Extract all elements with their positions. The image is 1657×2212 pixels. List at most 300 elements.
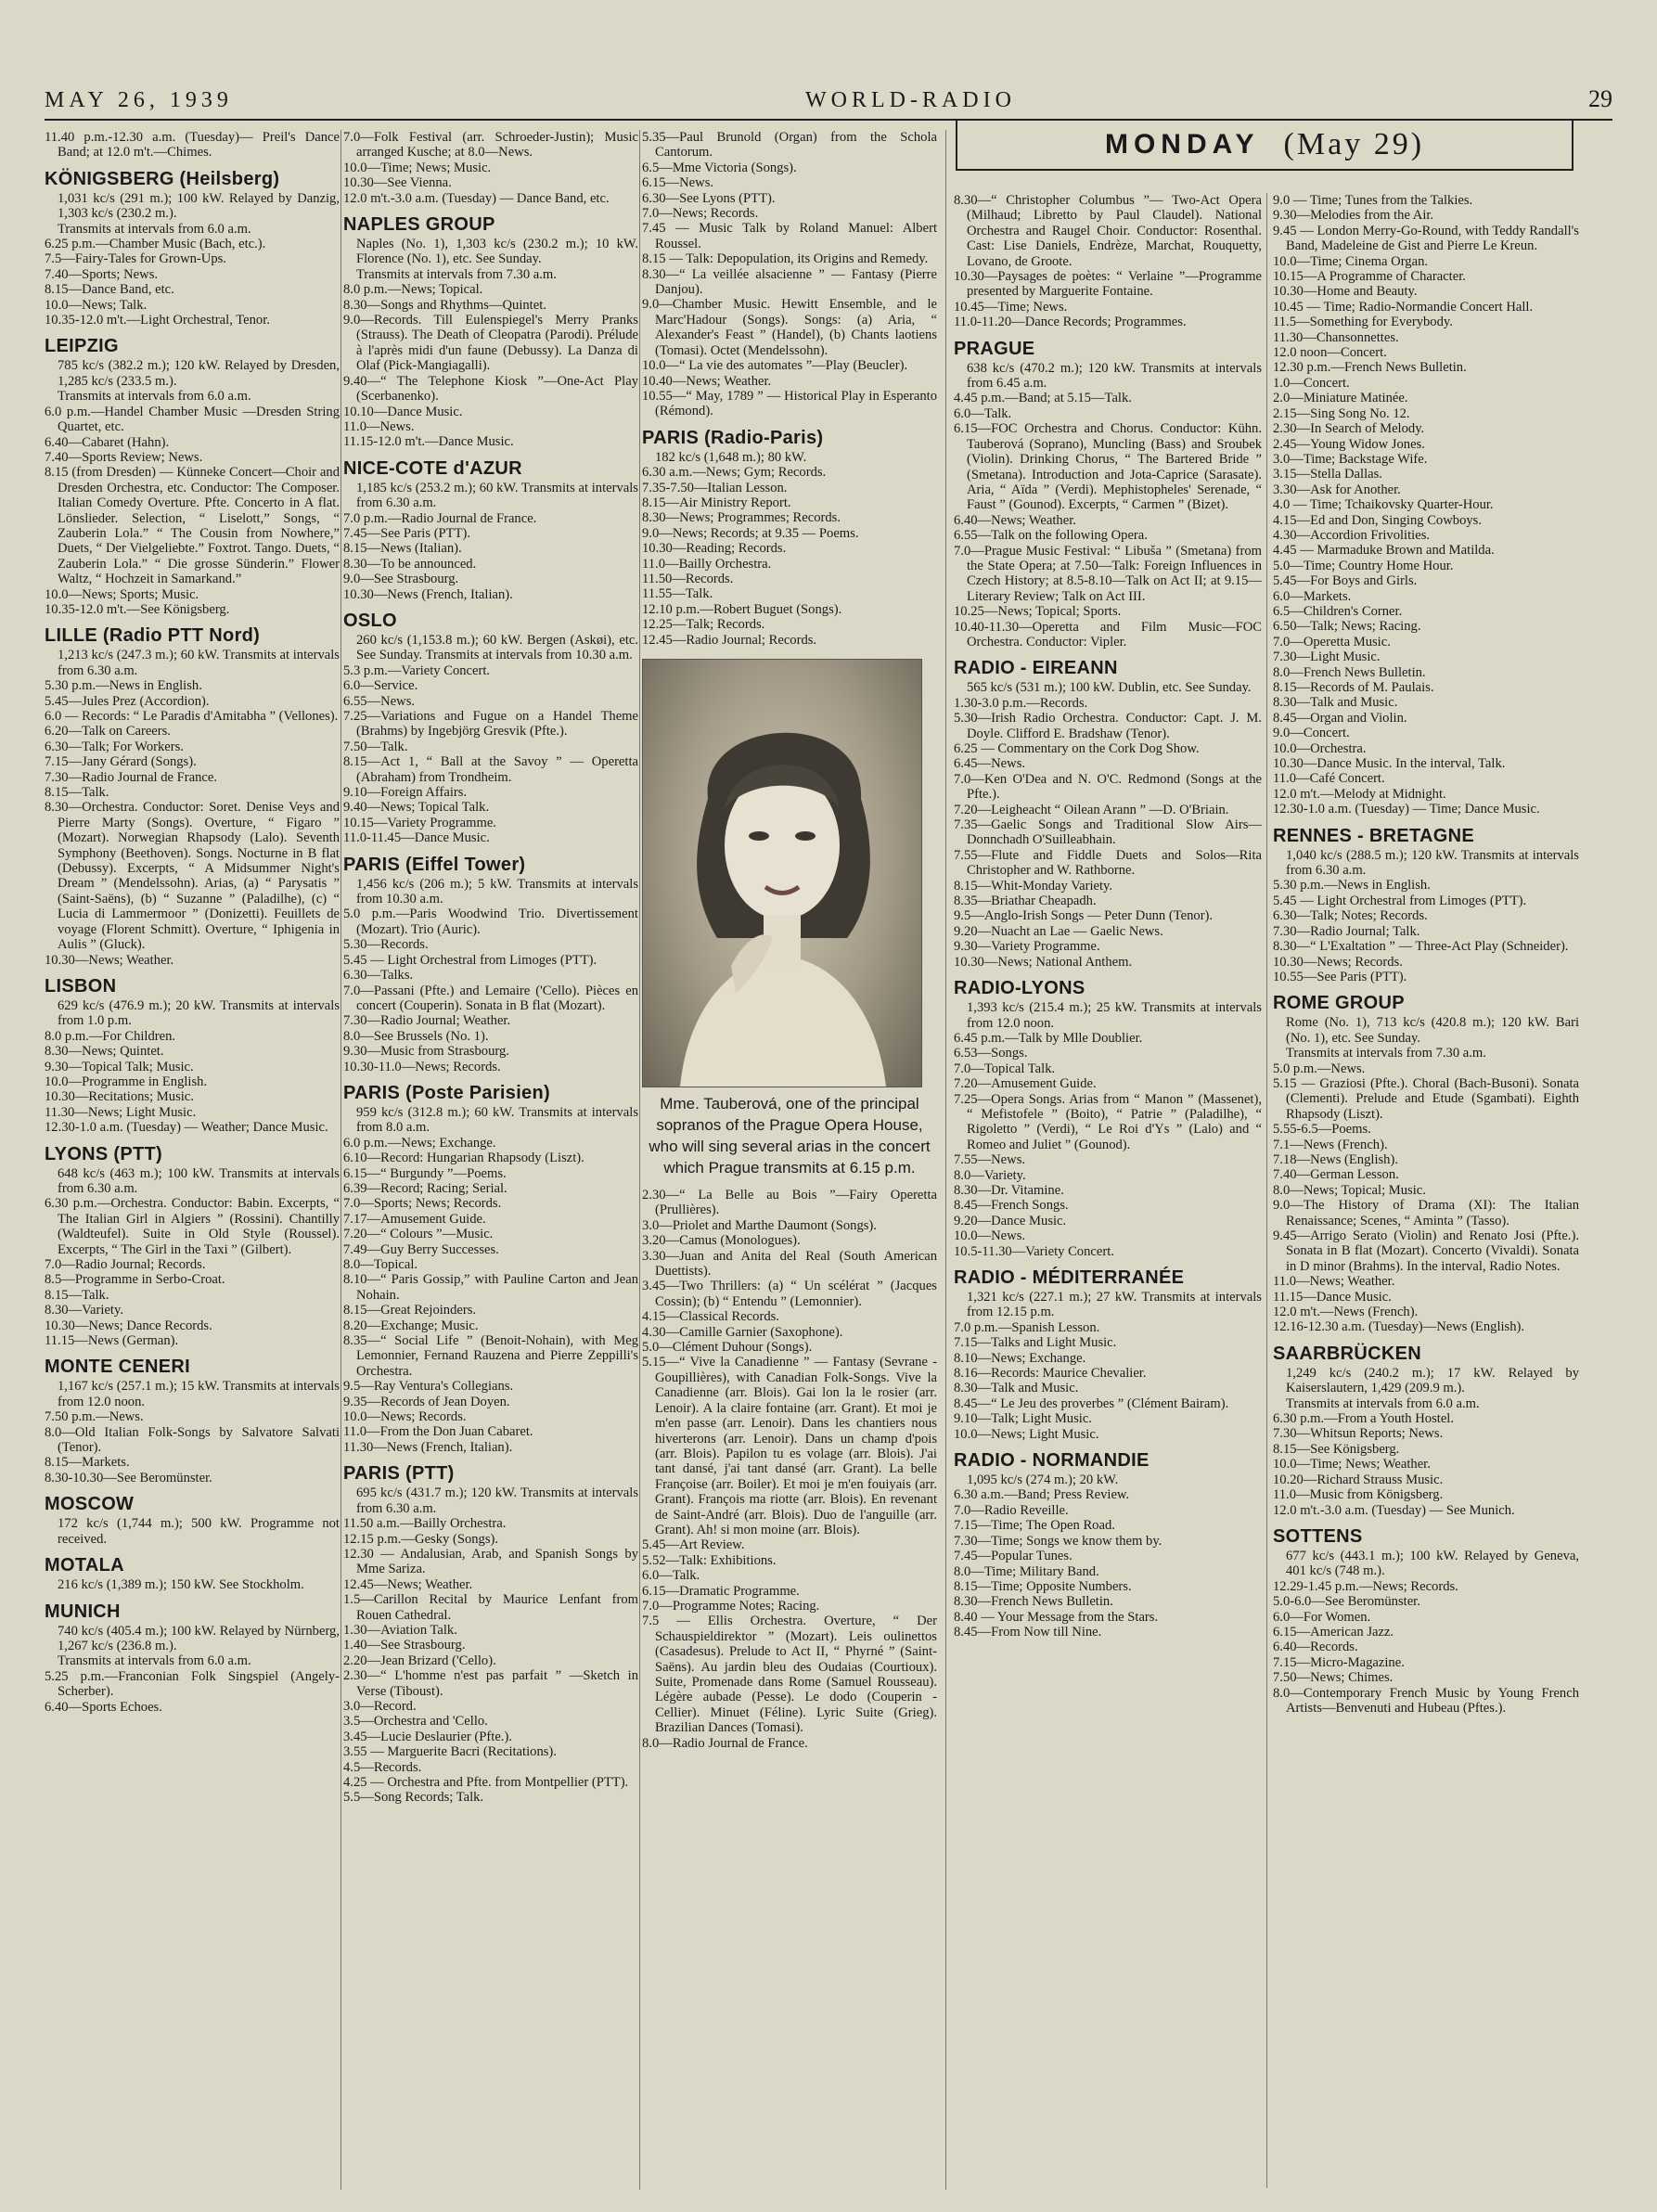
programme-item: 9.0—The History of Drama (XI): The Italian Renaissance; Scenes, “ Aminta ” (Tasso).	[1273, 1198, 1579, 1228]
programme-item: 8.30—Talk and Music.	[1273, 695, 1398, 711]
programme-item: 6.55—Talk on the following Opera.	[954, 528, 1148, 544]
programme-item: 10.15—A Programme of Character.	[1273, 269, 1466, 285]
programme-item: 7.0—Folk Festival (arr. Schroeder-Justin); Music arranged Kusche; at 8.0—News.	[343, 130, 638, 161]
station-info: Transmits at intervals from 7.30 a.m.	[356, 266, 557, 282]
station-heading: SOTTENS	[1273, 1525, 1363, 1547]
programme-item: 7.49—Guy Berry Successes.	[343, 1241, 499, 1257]
station-heading: NICE-COTE d'AZUR	[343, 457, 522, 479]
programme-item: 9.0—Concert.	[1273, 726, 1350, 741]
portrait-photo	[642, 659, 922, 1087]
programme-item: 10.30—Reading; Records.	[642, 541, 787, 557]
programme-item: 12.0 m't.-3.0 a.m. (Tuesday) — Dance Band, etc.	[343, 190, 610, 206]
programme-item: 4.30—Camille Garnier (Saxophone).	[642, 1324, 843, 1340]
station-info: 1,095 kc/s (274 m.); 20 kW.	[967, 1473, 1119, 1488]
station-heading: KÖNIGSBERG (Heilsberg)	[45, 168, 280, 189]
programme-item: 2.20—Jean Brizard ('Cello).	[343, 1653, 496, 1668]
programme-item: 12.30-1.0 a.m. (Tuesday) — Time; Dance Music.	[1273, 802, 1540, 817]
programme-item: 4.30—Accordion Frivolities.	[1273, 527, 1431, 543]
station-info: Naples (No. 1), 1,303 kc/s (230.2 m.); 10 kW. Florence (No. 1), etc. See Sunday.	[356, 237, 638, 267]
programme-item: 10.35-12.0 m't.—Light Orchestral, Tenor.	[45, 313, 270, 328]
programme-item: 11.5—Something for Everybody.	[1273, 315, 1453, 330]
programme-item: 7.55—News.	[954, 1152, 1026, 1168]
programme-item: 1.30-3.0 p.m.—Records.	[954, 695, 1088, 711]
programme-item: 4.45 — Marmaduke Brown and Matilda.	[1273, 543, 1495, 559]
programme-item: 6.39—Record; Racing; Serial.	[343, 1180, 507, 1196]
programme-item: 9.30—Melodies from the Air.	[1273, 208, 1434, 224]
programme-item: 9.20—Dance Music.	[954, 1213, 1067, 1228]
programme-item: 8.20—Exchange; Music.	[343, 1318, 479, 1333]
station-heading: OSLO	[343, 610, 397, 631]
station-info: Transmits at intervals from 6.0 a.m.	[58, 221, 251, 237]
station-heading: LYONS (PTT)	[45, 1143, 163, 1164]
programme-item: 10.15—Variety Programme.	[343, 815, 496, 830]
programme-item: 5.5—Song Records; Talk.	[343, 1790, 484, 1806]
programme-item: 12.30-1.0 a.m. (Tuesday) — Weather; Dance Music.	[45, 1120, 328, 1136]
programme-item: 9.5—Anglo-Irish Songs — Peter Dunn (Tenor).	[954, 908, 1214, 924]
station-info: 1,249 kc/s (240.2 m.); 17 kW. Relayed by Kaiserslautern, 1,429 (209.9 m.).	[1286, 1365, 1579, 1396]
programme-item: 10.25—News; Topical; Sports.	[954, 604, 1122, 620]
programme-item: 5.0-6.0—See Beromünster.	[1273, 1594, 1420, 1610]
programme-item: 6.40—Records.	[1273, 1640, 1358, 1655]
programme-item: 4.0 — Time; Tchaikovsky Quarter-Hour.	[1273, 497, 1494, 513]
programme-item: 6.53—Songs.	[954, 1046, 1028, 1061]
programme-item: 10.55—“ May, 1789 ” — Historical Play in Esperanto (Rémond).	[642, 388, 937, 419]
programme-item: 3.5—Orchestra and 'Cello.	[343, 1714, 488, 1730]
programme-item: 10.45—Time; News.	[954, 299, 1068, 315]
programme-item: 8.10—“ Paris Gossip,” with Pauline Carton and Jean Nohain.	[343, 1272, 638, 1303]
programme-item: 7.0—Operetta Music.	[1273, 634, 1391, 649]
station-info: 740 kc/s (405.4 m.); 100 kW. Relayed by Nürnberg, 1,267 kc/s (236.8 m.).	[58, 1623, 340, 1653]
programme-item: 6.0—Markets.	[1273, 588, 1352, 604]
column-4	[954, 193, 1262, 2197]
programme-item: 3.0—Priolet and Marthe Daumont (Songs).	[642, 1217, 877, 1233]
programme-item: 1.40—See Strasbourg.	[343, 1638, 466, 1653]
programme-item: 6.30—See Lyons (PTT).	[642, 190, 776, 206]
programme-item: 11.50—Records.	[642, 571, 734, 586]
programme-item: 6.5—Mme Victoria (Songs).	[642, 160, 797, 175]
station-info: 1,185 kc/s (253.2 m.); 60 kW. Transmits at intervals from 6.30 a.m.	[356, 480, 638, 511]
programme-item: 9.0—See Strasbourg.	[343, 572, 459, 587]
programme-item: 8.0—Time; Military Band.	[954, 1563, 1099, 1579]
programme-item: 11.15—Dance Music.	[1273, 1289, 1392, 1305]
station-info: Transmits at intervals from 6.0 a.m.	[58, 389, 251, 405]
programme-item: 10.30-11.0—News; Records.	[343, 1059, 501, 1074]
programme-item: 5.0 p.m.—Paris Woodwind Trio. Divertissement (Mozart). Trio (Auric).	[343, 907, 638, 937]
programme-item: 7.40—German Lesson.	[1273, 1167, 1399, 1183]
programme-item: 1.0—Concert.	[1273, 375, 1350, 391]
issue-date: MAY 26, 1939	[45, 88, 233, 112]
station-info: 260 kc/s (1,153.8 m.); 60 kW. Bergen (Askøi), etc. See Sunday. Transmits at intervals from 10.30 a.m.	[356, 632, 638, 663]
programme-item: 7.15—Micro-Magazine.	[1273, 1654, 1405, 1670]
programme-item: 6.10—Record: Hungarian Rhapsody (Liszt).	[343, 1151, 584, 1166]
programme-item: 6.40—News; Weather.	[954, 512, 1076, 528]
programme-item: 8.10—News; Exchange.	[954, 1350, 1086, 1366]
page-number: 29	[1588, 85, 1612, 112]
programme-item: 7.20—“ Colours ”—Music.	[343, 1227, 494, 1242]
programme-item: 5.0—Clément Duhour (Songs).	[642, 1340, 813, 1356]
programme-item: 7.0—Radio Reveille.	[954, 1502, 1069, 1518]
programme-item: 5.52—Talk: Exhibitions.	[642, 1552, 777, 1568]
programme-item: 9.5—Ray Ventura's Collegians.	[343, 1379, 514, 1395]
programme-item: 7.0 p.m.—Spanish Lesson.	[954, 1319, 1100, 1335]
programme-item: 5.30—Irish Radio Orchestra. Conductor: Capt. J. M. Doyle. Clifford E. Bradshaw (Tenor).	[954, 711, 1262, 741]
station-info: 959 kc/s (312.8 m.); 60 kW. Transmits at intervals from 8.0 a.m.	[356, 1104, 638, 1136]
station-heading: RADIO - MÉDITERRANÉE	[954, 1267, 1185, 1288]
programme-item: 6.0—For Women.	[1273, 1609, 1371, 1625]
programme-item: 8.0—Contemporary French Music by Young French Artists—Benvenuti and Hubeau (Pftes.).	[1273, 1685, 1579, 1716]
programme-item: 11.40 p.m.-12.30 a.m. (Tuesday)— Preil's Dance Band; at 12.0 m't.—Chimes.	[45, 130, 340, 161]
station-info: 695 kc/s (431.7 m.); 120 kW. Transmits at intervals from 6.30 a.m.	[356, 1485, 638, 1516]
column-5	[1273, 193, 1579, 2197]
programme-item: 7.20—Leigheacht “ Oilean Arann ” —D. O'Briain.	[954, 802, 1229, 817]
programme-item: 8.15—Dance Band, etc.	[45, 282, 174, 298]
column-rule	[340, 130, 341, 2190]
programme-item: 8.0—See Brussels (No. 1).	[343, 1028, 489, 1044]
programme-item: 4.15—Ed and Don, Singing Cowboys.	[1273, 512, 1482, 528]
station-heading: PARIS (Poste Parisien)	[343, 1082, 550, 1103]
programme-item: 9.10—Foreign Affairs.	[343, 785, 468, 801]
programme-item: 7.30—Light Music.	[1273, 649, 1381, 665]
day-name: MONDAY	[1104, 129, 1260, 160]
programme-item: 10.30—Home and Beauty.	[1273, 284, 1418, 300]
programme-item: 7.30—Radio Journal; Talk.	[1273, 923, 1420, 939]
programme-item: 9.30—Variety Programme.	[954, 939, 1100, 955]
programme-item: 9.0—News; Records; at 9.35 — Poems.	[642, 525, 859, 541]
day-date: (May 29)	[1283, 127, 1425, 161]
programme-item: 8.30—“ L'Exaltation ” — Three-Act Play (Schneider).	[1273, 939, 1569, 955]
programme-item: 7.0—Passani (Pfte.) and Lemaire ('Cello). Pièces en concert (Couperin). Sonata in B flat (Mozart).	[343, 983, 638, 1013]
programme-item: 3.0—Record.	[343, 1698, 417, 1714]
programme-item: 10.45 — Time; Radio-Normandie Concert Hall.	[1273, 299, 1534, 315]
station-heading: RADIO - NORMANDIE	[954, 1450, 1150, 1472]
station-info: Transmits at intervals from 6.0 a.m.	[58, 1653, 251, 1669]
programme-item: 7.45—Popular Tunes.	[954, 1549, 1073, 1564]
programme-item: 9.40—“ The Telephone Kiosk ”—One-Act Play (Scerbanenko).	[343, 373, 638, 405]
programme-item: 8.30—Talk and Music.	[954, 1381, 1079, 1396]
station-info: 1,321 kc/s (227.1 m.); 27 kW. Transmits at intervals from 12.15 p.m.	[967, 1290, 1262, 1320]
programme-item: 6.30 p.m.—Orchestra. Conductor: Babin. Excerpts, “ The Italian Girl in Algiers ” (Rossini). Chantilly (Waldteufel). Suite in Old Style (Roussel). Excerpts, “ The Girl in the Taxi ” (Gilbert).	[45, 1196, 340, 1257]
day-heading	[956, 119, 1574, 171]
programme-item: 5.0 p.m.—News.	[1273, 1061, 1366, 1076]
programme-item: 9.40—News; Topical Talk.	[343, 800, 490, 816]
programme-item: 3.55 — Marguerite Bacri (Recitations).	[343, 1744, 557, 1760]
programme-item: 12.29-1.45 p.m.—News; Records.	[1273, 1578, 1458, 1594]
programme-item: 5.35—Paul Brunold (Organ) from the Schola Cantorum.	[642, 130, 937, 161]
programme-item: 10.20—Richard Strauss Music.	[1273, 1472, 1444, 1487]
programme-item: 5.15 — Graziosi (Pfte.). Choral (Bach-Busoni). Sonata (Clementi). Prelude and Etude (Sgambati). Eighth Rhapsody (Liszt).	[1273, 1075, 1579, 1122]
programme-item: 2.30—“ La Belle au Bois ”—Fairy Operetta (Prullières).	[642, 1188, 937, 1218]
programme-item: 8.30—To be announced.	[343, 556, 477, 572]
programme-item: 6.25 — Commentary on the Cork Dog Show.	[954, 741, 1200, 756]
portrait-illustration	[643, 660, 921, 1087]
programme-item: 8.15 (from Dresden) — Künneke Concert—Choir and Dresden Orchestra, etc. Conductor: The Composer. Italian Comedy Overture. Pfte. Concerto in A flat. Lönslieder. Selection, “ Liselott,” Songs, “ Zauberin Lola.” “ The Cousin from Nowhere,” Duets, “ Der Vielgeliebte.” Foxtrot. Tango. Duets, “ Zauberin Lola.” “ Die grosse Sünderin.” Flower Waltz, “ Hochzeit in Samarkand.”	[45, 465, 340, 587]
programme-item: 10.30—Paysages de poètes: “ Verlaine ”—Programme presented by Marguerite Fontaine.	[954, 269, 1262, 300]
station-info: 677 kc/s (443.1 m.); 100 kW. Relayed by Geneva, 401 kc/s (748 m.).	[1286, 1548, 1579, 1579]
programme-item: 10.0—Time; News; Music.	[343, 160, 492, 175]
programme-item: 10.30—Recitations; Music.	[45, 1089, 194, 1105]
programme-item: 12.45—News; Weather.	[343, 1576, 473, 1592]
programme-item: 7.35—Gaelic Songs and Traditional Slow Airs—Donnchadh O'Suilleabhain.	[954, 817, 1262, 848]
column-3	[642, 130, 937, 2199]
station-heading: MOSCOW	[45, 1494, 135, 1515]
programme-item: 7.45—See Paris (PTT).	[343, 525, 471, 541]
programme-item: 6.40—Sports Echoes.	[45, 1699, 162, 1715]
programme-item: 4.25 — Orchestra and Pfte. from Montpellier (PTT).	[343, 1775, 629, 1790]
station-heading: LISBON	[45, 975, 117, 997]
programme-item: 11.0—From the Don Juan Cabaret.	[343, 1424, 533, 1440]
programme-item: 9.0—Chamber Music. Hewitt Ensemble, and le Marc'Hadour (Songs). Songs: (a) Aria, “ Alexander's Feast ” (Handel), (b) Chants laotiens (Tomasi). Octet (Mendelssohn).	[642, 297, 937, 358]
photo-caption: Mme. Tauberová, one of the principal sopranos of the Prague Opera House, who will sing several arias in the concert which Prague transmits at 6.15 p.m.	[649, 1095, 931, 1177]
programme-item: 10.0—News.	[954, 1228, 1026, 1244]
station-heading: MOTALA	[45, 1555, 124, 1576]
programme-item: 12.16-12.30 a.m. (Tuesday)—News (English).	[1273, 1319, 1525, 1335]
programme-item: 5.55-6.5—Poems.	[1273, 1122, 1371, 1138]
programme-item: 10.0—News; Talk.	[45, 297, 148, 313]
programme-item: 8.0—Topical.	[343, 1257, 418, 1272]
programme-item: 4.5—Records.	[343, 1759, 422, 1775]
programme-item: 10.0—Orchestra.	[1273, 740, 1367, 756]
programme-item: 5.45 — Light Orchestral from Limoges (PTT).	[1273, 893, 1527, 908]
programme-item: 7.5 — Ellis Orchestra. Overture, “ Der Schauspieldirektor ” (Mozart). Leis oulinettos (Casadesus). Prelude to Act II, “ Phyrné ” (Saint-Saëns). Au jardin bleu des Oudaias (Courtioux). Suite, Promenade dans Rome (Samuel Rousseau). Légère aubade (Pesse). Le dodo (Couperin - Cellier). Minuet (Féline). Lyric Suite (Grieg). Brazilian Dances (Tomasi).	[642, 1614, 937, 1736]
programme-item: 7.20—Amusement Guide.	[954, 1076, 1097, 1092]
column-3-top	[642, 130, 937, 648]
programme-item: 6.15—Dramatic Programme.	[642, 1583, 800, 1599]
programme-item: 6.30—Talk; Notes; Records.	[1273, 908, 1428, 924]
programme-item: 5.3 p.m.—Variety Concert.	[343, 662, 491, 678]
programme-item: 10.30—News; Records.	[1273, 954, 1403, 970]
programme-item: 3.15—Stella Dallas.	[1273, 467, 1382, 482]
programme-item: 3.30—Ask for Another.	[1273, 482, 1401, 497]
programme-item: 5.45—Jules Prez (Accordion).	[45, 693, 210, 709]
programme-item: 12.30 p.m.—French News Bulletin.	[1273, 360, 1467, 376]
station-heading: RADIO-LYONS	[954, 978, 1085, 999]
programme-item: 7.0 p.m.—Radio Journal de France.	[343, 510, 537, 526]
programme-item: 6.40—Cabaret (Hahn).	[45, 434, 170, 450]
programme-item: 9.35—Records of Jean Doyen.	[343, 1394, 510, 1409]
column-2	[343, 130, 638, 2199]
programme-item: 8.0—Variety.	[954, 1167, 1026, 1183]
programme-item: 11.0-11.45—Dance Music.	[343, 830, 490, 846]
programme-item: 7.0—Programme Notes; Racing.	[642, 1598, 820, 1614]
column-rule	[639, 130, 640, 2190]
programme-item: 6.45—News.	[954, 756, 1026, 772]
programme-item: 9.45 — London Merry-Go-Round, with Teddy Randall's Band, Madeleine de Gist and Pierre Le Kreun.	[1273, 223, 1579, 254]
programme-item: 8.15—Great Rejoinders.	[343, 1303, 477, 1318]
programme-item: 6.30 p.m.—From a Youth Hostel.	[1273, 1411, 1455, 1427]
programme-item: 8.5—Programme in Serbo-Croat.	[45, 1272, 225, 1288]
programme-item: 2.15—Sing Song No. 12.	[1273, 405, 1410, 421]
programme-item: 10.0—News; Light Music.	[954, 1426, 1099, 1442]
station-info: 785 kc/s (382.2 m.); 120 kW. Relayed by Dresden, 1,285 kc/s (233.5 m.).	[58, 358, 340, 389]
programme-item: 6.0 p.m.—Handel Chamber Music —Dresden String Quartet, etc.	[45, 404, 340, 435]
programme-item: 9.30—Topical Talk; Music.	[45, 1059, 194, 1074]
programme-item: 6.55—News.	[343, 693, 416, 709]
programme-item: 8.15—Whit-Monday Variety.	[954, 878, 1113, 894]
programme-item: 8.30—French News Bulletin.	[954, 1594, 1113, 1610]
programme-item: 1.5—Carillon Recital by Maurice Lenfant from Rouen Cathedral.	[343, 1592, 638, 1623]
programme-item: 8.45—French Songs.	[954, 1198, 1069, 1214]
programme-item: 9.20—Nuacht an Lae — Gaelic News.	[954, 923, 1163, 939]
programme-item: 8.15—Talk.	[45, 785, 109, 801]
programme-item: 10.0—News; Records.	[343, 1409, 467, 1425]
station-info: 648 kc/s (463 m.); 100 kW. Transmits at intervals from 6.30 a.m.	[58, 1165, 340, 1196]
station-info: 1,213 kc/s (247.3 m.); 60 kW. Transmits at intervals from 6.30 a.m.	[58, 648, 340, 678]
programme-item: 7.35-7.50—Italian Lesson.	[642, 480, 788, 495]
programme-item: 10.30—Dance Music. In the interval, Talk.	[1273, 756, 1506, 772]
programme-item: 8.30—News; Quintet.	[45, 1044, 164, 1060]
station-heading: MONTE CENERI	[45, 1357, 190, 1378]
programme-item: 6.15—News.	[642, 175, 714, 191]
programme-item: 7.17—Amusement Guide.	[343, 1211, 486, 1227]
programme-item: 6.0 — Records: “ Le Paradis d'Amitabha ” (Vellones).	[45, 709, 339, 724]
programme-item: 6.30 a.m.—Band; Press Review.	[954, 1487, 1130, 1503]
programme-item: 7.0—Prague Music Festival: “ Libuša ” (Smetana) from the State Opera; at 7.50—Talk: Foreign Influences in Czech History; at 8.5-8.10—Talk on Act II; at 9.15—Literary Review; Talk on Act III.	[954, 543, 1262, 604]
programme-item: 3.0—Time; Backstage Wife.	[1273, 451, 1428, 467]
programme-item: 4.15—Classical Records.	[642, 1309, 779, 1325]
programme-item: 8.30—Variety.	[45, 1303, 123, 1318]
programme-item: 7.50—News; Chimes.	[1273, 1670, 1394, 1686]
programme-item: 10.0—News; Sports; Music.	[45, 586, 199, 602]
programme-item: 7.45 — Music Talk by Roland Manuel: Albert Roussel.	[642, 221, 937, 251]
station-info: 565 kc/s (531 m.); 100 kW. Dublin, etc. See Sunday.	[967, 680, 1252, 696]
programme-item: 11.0-11.20—Dance Records; Programmes.	[954, 315, 1187, 330]
programme-item: 5.45—Art Review.	[642, 1537, 745, 1553]
programme-item: 10.10—Dance Music.	[343, 404, 463, 419]
station-info: Rome (No. 1), 713 kc/s (420.8 m.); 120 kW. Bari (No. 1), etc. See Sunday.	[1286, 1015, 1579, 1046]
programme-item: 10.55—See Paris (PTT).	[1273, 969, 1407, 984]
station-info: 629 kc/s (476.9 m.); 20 kW. Transmits at intervals from 1.0 p.m.	[58, 997, 340, 1029]
programme-item: 11.0—Bailly Orchestra.	[642, 556, 772, 572]
programme-item: 3.45—Two Thrillers: (a) “ Un scélérat ” (Jacques Cossin); (b) “ Entendu ” (Lemonnier).	[642, 1279, 937, 1309]
programme-item: 11.0—Café Concert.	[1273, 771, 1385, 787]
programme-item: 10.35-12.0 m't.—See Königsberg.	[45, 601, 230, 617]
programme-item: 11.15—News (German).	[45, 1333, 179, 1349]
programme-item: 12.45—Radio Journal; Records.	[642, 632, 817, 648]
programme-item: 8.30—Orchestra. Conductor: Soret. Denise Veys and Pierre Marty (Songs). Overture, “ Figaro ” (Mozart). Norwegian Rhapsody (Lalo). Seventh Symphony (Beethoven). Songs. Nocturne in B flat (Debussy). Excerpts, “ A Midsummer Night's Dream ” (Mendelssohn). Arias, (a) “ Parysatis ” (Saint-Saëns), (b) “ Suzanne ” (Paladilhe), (c) “ Lucia di Lammermoor ” (Donizetti). Feuillets de voyage (Florent Schmitt). Overture, “ Iphigenia in Aulis ” (Gluck).	[45, 800, 340, 953]
programme-item: 7.0—Ken O'Dea and N. O'C. Redmond (Songs at the Pfte.).	[954, 771, 1262, 803]
programme-item: 7.50—Talk.	[343, 739, 408, 754]
programme-item: 8.0 p.m.—News; Topical.	[343, 282, 483, 298]
programme-item: 5.30 p.m.—News in English.	[1273, 878, 1431, 894]
programme-item: 9.0 — Time; Tunes from the Talkies.	[1273, 193, 1473, 208]
programme-item: 12.15 p.m.—Gesky (Songs).	[343, 1531, 499, 1547]
programme-item: 11.55—Talk.	[642, 586, 713, 602]
programme-item: 10.40-11.30—Operetta and Film Music—FOC Orchestra. Conductor: Vipler.	[954, 619, 1262, 649]
station-info: 1,393 kc/s (215.4 m.); 25 kW. Transmits at intervals from 12.0 noon.	[967, 1000, 1262, 1031]
programme-item: 8.45—“ Le Jeu des proverbes ” (Clément Bairam).	[954, 1395, 1229, 1411]
programme-item: 9.45—Arrigo Serato (Violin) and Renato Josi (Pfte.). Sonata in B flat (Mozart). Concerto (Vivaldi). Sonata in D minor (Brahms). In the interval, Radio Notes.	[1273, 1228, 1579, 1274]
programme-item: 8.15—Talk.	[45, 1287, 109, 1303]
programme-item: 6.25 p.m.—Chamber Music (Bach, etc.).	[45, 237, 266, 252]
programme-item: 5.0—Time; Country Home Hour.	[1273, 558, 1454, 573]
programme-item: 2.30—“ L'homme n'est pas parfait ” —Sketch in Verse (Tiboust).	[343, 1668, 638, 1699]
programme-item: 8.0—Old Italian Folk-Songs by Salvatore Salvati (Tenor).	[45, 1424, 340, 1456]
programme-item: 8.30—“ Christopher Columbus ”— Two-Act Opera (Milhaud; Libretto by Paul Claudel). National Orchestra and Raugel Choir. Conductor: Rosenthal. Cast: Lise Daniels, Endrèze, Marchat, Rouquetty, Lovano, de Groote.	[954, 193, 1262, 269]
programme-item: 3.20—Camus (Monologues).	[642, 1233, 801, 1249]
programme-item: 2.30—In Search of Melody.	[1273, 421, 1425, 437]
column-3-bottom	[642, 1188, 937, 1751]
programme-item: 8.0 p.m.—For Children.	[45, 1028, 176, 1044]
programme-item: 11.0—News; Weather.	[1273, 1274, 1395, 1290]
programme-item: 7.25—Variations and Fugue on a Handel Theme (Brahms) by Ingebjörg Gresvik (Pfte.).	[343, 709, 638, 739]
station-heading: SAARBRÜCKEN	[1273, 1343, 1421, 1364]
station-heading: PARIS (Eiffel Tower)	[343, 854, 526, 875]
programme-item: 10.0—“ La vie des automates ”—Play (Beucler).	[642, 358, 908, 374]
station-heading: NAPLES GROUP	[343, 214, 495, 236]
programme-item: 8.30—Songs and Rhythms—Quintet.	[343, 297, 546, 313]
programme-item: 12.0 m't.-3.0 a.m. (Tuesday) — See Munich.	[1273, 1502, 1515, 1518]
station-info: 1,167 kc/s (257.1 m.); 15 kW. Transmits at intervals from 12.0 noon.	[58, 1379, 340, 1409]
station-heading: LEIPZIG	[45, 336, 119, 357]
programme-item: 8.15 — Talk: Depopulation, its Origins and Remedy.	[642, 251, 929, 267]
station-heading: LILLE (Radio PTT Nord)	[45, 625, 261, 647]
station-heading: PRAGUE	[954, 338, 1035, 359]
programme-item: 12.0 m't.—News (French).	[1273, 1305, 1419, 1320]
programme-item: 9.30—Music from Strasbourg.	[343, 1044, 509, 1060]
programme-item: 2.45—Young Widow Jones.	[1273, 436, 1425, 452]
programme-item: 8.35—“ Social Life ” (Benoit-Nohain), with Meg Lemonnier, Fernand Rauzena and Pierre Zeppilli's Orchestra.	[343, 1333, 638, 1379]
column-rule	[945, 130, 946, 2190]
station-heading: RADIO - EIREANN	[954, 658, 1118, 679]
programme-item: 7.18—News (English).	[1273, 1151, 1398, 1167]
programme-item: 5.15—“ Vive la Canadienne ” — Fantasy (Sevrane - Goupillières), with Canadian Folk-Songs. Vive la Canadienne (arr. Blois). Gai lon la le rosier (arr. Lenoir). A la claire fontaine (arr. Grant). Et moi je m'en passe (arr. Lenoir). Dans les chantiers nous hiverterons (arr. Lenoir). Dans un champ d'pois (arr. Blois). Papilon tu es volage (arr. Blois). J'ai tant dansé, j'ai tant dansé (arr. Grant). La belle Françoise (arr. Boiler). Et moi je m'en fouiyais (arr. Grant). François ma riotte (arr. Blois). En revenant de Saint-André (arr. Blois). Duo de l'anguille (arr. Grant). Ah! si mon moine (arr. Blois).	[642, 1355, 937, 1537]
programme-item: 6.30—Talk; For Workers.	[45, 739, 184, 754]
station-info: 1,456 kc/s (206 m.); 5 kW. Transmits at intervals from 10.30 a.m.	[356, 876, 638, 907]
programme-item: 7.0—Radio Journal; Records.	[45, 1257, 206, 1272]
programme-item: 7.15—Time; The Open Road.	[954, 1518, 1115, 1534]
station-heading: RENNES - BRETAGNE	[1273, 825, 1474, 846]
programme-item: 5.25 p.m.—Franconian Folk Singspiel (Angely-Scherber).	[45, 1668, 340, 1700]
programme-item: 10.30—See Vienna.	[343, 175, 452, 191]
programme-item: 8.45—From Now till Nine.	[954, 1625, 1102, 1640]
programme-item: 11.30—News (French, Italian).	[343, 1439, 513, 1455]
programme-item: 7.30—Time; Songs we know them by.	[954, 1533, 1162, 1549]
programme-item: 7.30—Whitsun Reports; News.	[1273, 1426, 1444, 1442]
programme-item: 8.0—News; Topical; Music.	[1273, 1182, 1426, 1198]
programme-item: 4.45 p.m.—Band; at 5.15—Talk.	[954, 391, 1132, 406]
programme-item: 12.0 noon—Concert.	[1273, 345, 1387, 361]
publication-title: WORLD-RADIO	[804, 88, 1016, 112]
programme-item: 9.0—Records. Till Eulenspiegel's Merry Pranks (Strauss). The Death of Cleopatra (Parodi). Prélude à l'après midi d'un faune (Debussy). La Danza di Olaf (Pick-Mangiagalli).	[343, 313, 638, 374]
programme-item: 7.30—Radio Journal; Weather.	[343, 1013, 511, 1029]
programme-item: 6.30 a.m.—News; Gym; Records.	[642, 465, 827, 481]
programme-item: 7.55—Flute and Fiddle Duets and Solos—Rita Christopher and W. Rathborne.	[954, 847, 1262, 879]
station-info: 1,031 kc/s (291 m.); 100 kW. Relayed by Danzig, 1,303 kc/s (230.2 m.).	[58, 190, 340, 222]
programme-item: 10.30—News; Weather.	[45, 952, 174, 968]
programme-item: 11.15-12.0 m't.—Dance Music.	[343, 434, 514, 450]
programme-item: 8.0—French News Bulletin.	[1273, 664, 1426, 680]
programme-item: 6.15—“ Burgundy ”—Poems.	[343, 1165, 507, 1181]
programme-item: 7.25—Opera Songs. Arias from “ Manon ” (Massenet), “ Mefistofele ” (Boito), “ Patrie ” (Paladilhe), “ Rigoletto ” (Verdi), “ Le Roi d'Ys ” (Lalo) and “ Romeo and Juliet ” (Gounod).	[954, 1091, 1262, 1152]
programme-item: 11.30—News; Light Music.	[45, 1104, 197, 1120]
programme-item: 9.10—Talk; Light Music.	[954, 1411, 1092, 1427]
programme-item: 8.35—Briathar Cheapadh.	[954, 894, 1097, 909]
station-heading: PARIS (Radio-Paris)	[642, 427, 824, 448]
programme-item: 11.0—News.	[343, 418, 415, 434]
station-info: 1,040 kc/s (288.5 m.); 120 kW. Transmits at intervals from 6.30 a.m.	[1286, 847, 1579, 879]
programme-item: 8.15—Records of M. Paulais.	[1273, 680, 1434, 695]
station-heading: PARIS (PTT)	[343, 1463, 455, 1485]
programme-item: 6.45 p.m.—Talk by Mlle Doublier.	[954, 1030, 1143, 1046]
programme-item: 10.0—Programme in English.	[45, 1074, 208, 1089]
programme-item: 5.45—For Boys and Girls.	[1273, 573, 1418, 589]
programme-item: 8.15—Markets.	[45, 1455, 130, 1471]
station-info: Transmits at intervals from 7.30 a.m.	[1286, 1046, 1486, 1061]
programme-item: 8.30—Dr. Vitamine.	[954, 1182, 1064, 1198]
programme-item: 7.0—News; Records.	[642, 206, 759, 222]
programme-item: 7.50 p.m.—News.	[45, 1409, 144, 1425]
programme-item: 6.5—Children's Corner.	[1273, 603, 1403, 619]
